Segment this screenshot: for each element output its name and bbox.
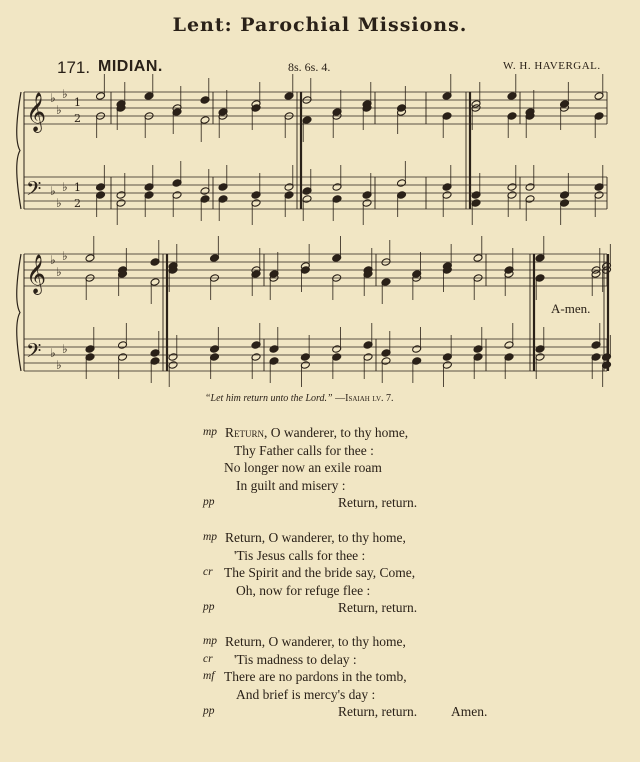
page-title: Lent: Parochial Missions. [172, 14, 468, 36]
verse-line: In guilt and misery : [236, 477, 346, 493]
verse-line: Return, return. [338, 600, 418, 616]
dynamic-mark: mp [203, 426, 218, 438]
amen-end: Amen. [451, 704, 488, 720]
verse-line: No longer now an exile roam [224, 460, 382, 476]
dynamic-mark: mf [203, 670, 215, 683]
flat-sign: ♭ [56, 265, 62, 279]
verse-line: Oh, now for refuge flee : [236, 582, 371, 598]
dynamic-mark: cr [203, 566, 213, 579]
flat-sign: ♭ [62, 342, 68, 356]
epigraph-reference: —Isaiah lv. 7. [335, 393, 394, 404]
verse-line: There are no pardons in the tomb, [224, 669, 407, 685]
tune-name: MIDIAN. [98, 58, 163, 75]
verse-line: Return, return. [338, 495, 418, 511]
amen-label: A-men. [551, 301, 591, 316]
hymn-number: 171. [57, 58, 91, 77]
epigraph-quote: “Let him return unto the Lord.” [205, 393, 333, 404]
bass-clef: 𝄢 [26, 177, 42, 205]
time-signature: 2 [74, 197, 81, 210]
bass-clef: 𝄢 [26, 339, 42, 367]
verse-line: 'Tis madness to delay : [234, 651, 357, 667]
time-signature: 1 [74, 181, 81, 194]
meter: 8s. 6s. 4. [288, 60, 331, 74]
flat-sign: ♭ [56, 103, 62, 117]
time-signature: 2 [74, 112, 81, 125]
flat-sign: ♭ [62, 249, 68, 263]
verse-line: Return, O wanderer, to thy home, [225, 634, 406, 649]
verse-line: 'Tis Jesus calls for thee : [234, 547, 366, 563]
dynamic-mark: mp [203, 635, 218, 647]
time-signature: 1 [74, 96, 81, 109]
flat-sign: ♭ [62, 87, 68, 101]
dynamic-mark: pp [203, 496, 215, 509]
verse-line: Thy Father calls for thee : [234, 442, 374, 458]
dynamic-mark: pp [203, 705, 215, 718]
flat-sign: ♭ [50, 253, 56, 267]
verse-line: Return, return. [338, 704, 418, 720]
composer: W. H. HAVERGAL. [503, 60, 601, 72]
verse-line: And brief is mercy's day : [236, 686, 376, 702]
flat-sign: ♭ [56, 196, 62, 210]
system-brace [17, 254, 21, 371]
flat-sign: ♭ [62, 180, 68, 194]
verse-line: The Spirit and the bride say, Come, [224, 565, 416, 581]
flat-sign: ♭ [50, 346, 56, 360]
verse-line: Return, O wanderer, to thy home, [225, 530, 406, 545]
dynamic-mark: pp [203, 601, 215, 614]
flat-sign: ♭ [50, 91, 56, 105]
dynamic-mark: cr [203, 652, 213, 665]
treble-clef: 𝄞 [26, 92, 47, 132]
system-brace [17, 92, 21, 209]
dynamic-mark: mp [203, 531, 218, 543]
flat-sign: ♭ [50, 184, 56, 198]
treble-clef: 𝄞 [26, 254, 47, 294]
verse-line: Return, O wanderer, to thy home, [225, 425, 409, 440]
flat-sign: ♭ [56, 358, 62, 372]
epigraph [205, 393, 394, 404]
verse-first-word: Return [225, 425, 265, 440]
